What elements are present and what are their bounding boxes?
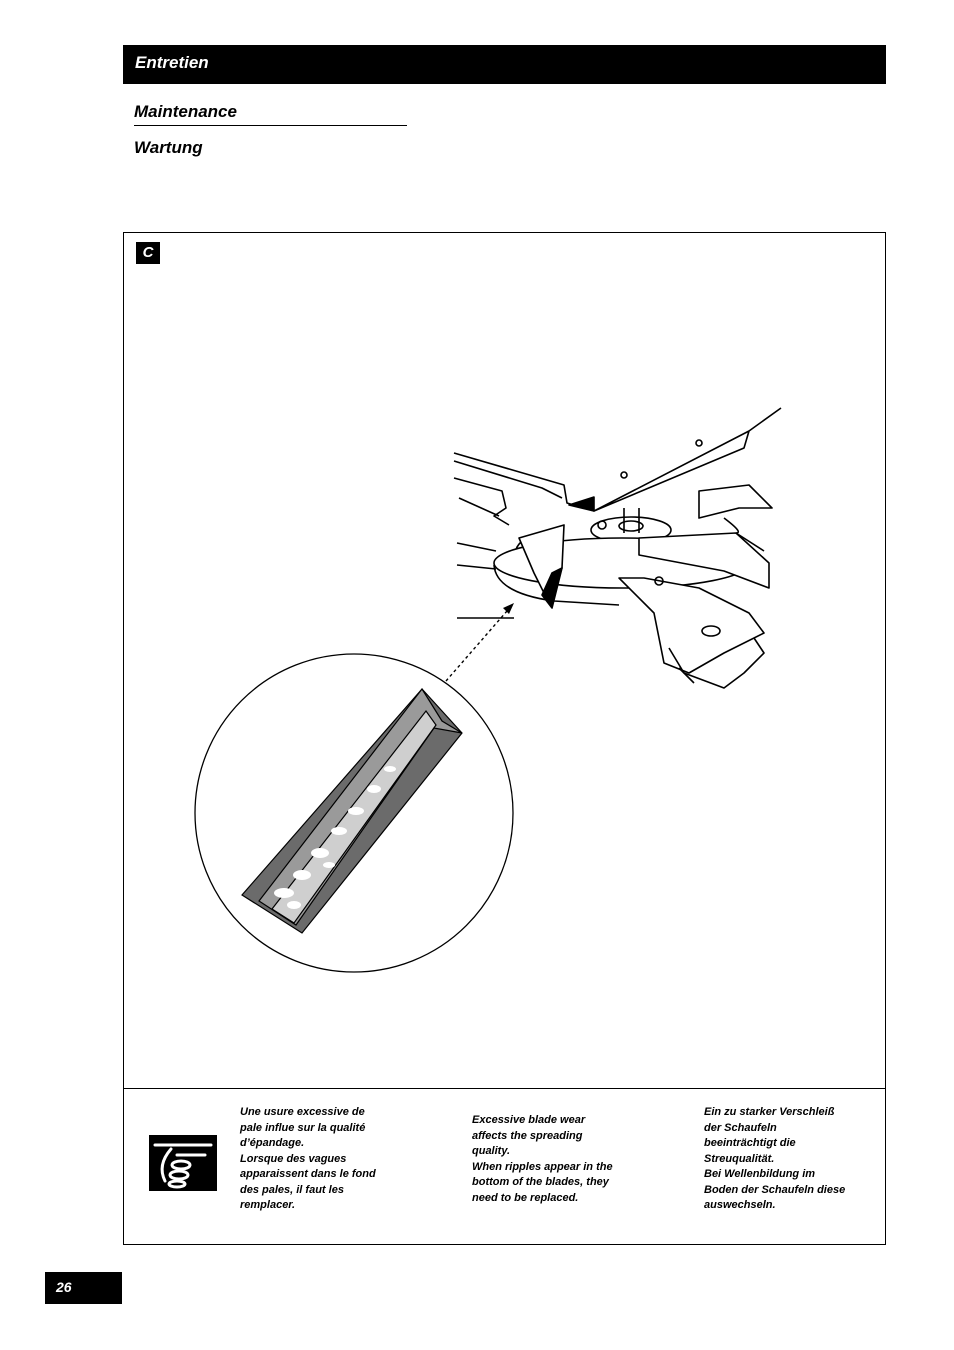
figure-box (123, 232, 886, 1245)
page-number: 26 (56, 1279, 72, 1295)
spreader-disc-illustration (124, 233, 887, 1083)
section-header-bar (123, 45, 886, 84)
subtitle-german: Wartung (134, 138, 203, 157)
note-german: Ein zu starker Verschleiß der Schaufeln beeinträchtigt die Streuqualität. Bei Wellenbildung im Boden der Schaufeln diese auswechseln. (704, 1106, 846, 1211)
note-divider (124, 1088, 885, 1089)
note-french: Une usure excessive de pale influe sur la qualité d’épandage. Lorsque des vagues apparaissent dans le fond des pales, il faut les remplacer. (240, 1106, 376, 1211)
figure-label: C (136, 242, 160, 264)
page-number-box (45, 1272, 122, 1304)
hand-pointing-icon (149, 1135, 217, 1191)
subtitle-underline (134, 125, 407, 126)
note-english: Excessive blade wear affects the spreading quality. When ripples appear in the bottom of the blades, they need to be replaced. (472, 1114, 613, 1204)
subtitle-english: Maintenance (134, 102, 237, 121)
section-title: Entretien (135, 53, 209, 72)
